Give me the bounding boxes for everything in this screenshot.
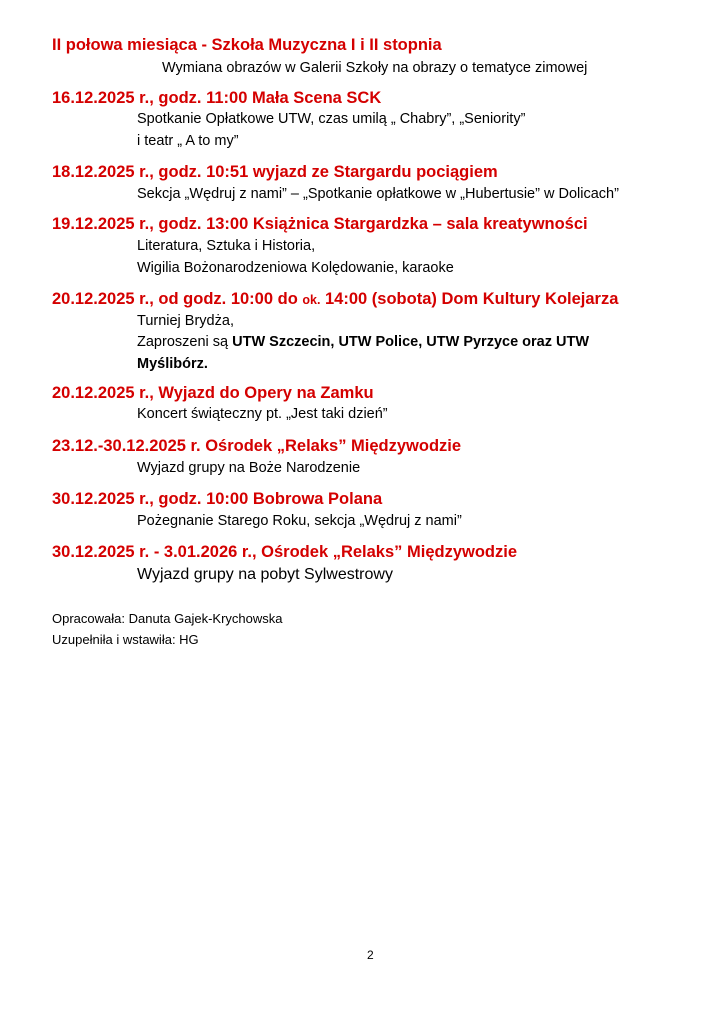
- event-heading: 30.12.2025 r., godz. 10:00 Bobrowa Polana: [52, 490, 383, 508]
- event-description: Wyjazd grupy na Boże Narodzenie: [137, 460, 361, 476]
- event-description: [137, 334, 589, 350]
- event-heading: 16.12.2025 r., godz. 11:00 Mała Scena SCK: [52, 89, 382, 107]
- event-heading: 23.12.-30.12.2025 r. Ośrodek „Relaks” Międzywodzie: [52, 437, 462, 455]
- event-heading-approx: ok.: [302, 293, 321, 307]
- event-description: Koncert świąteczny pt. „Jest taki dzień”: [137, 406, 388, 422]
- event-description-bold: Myślibórz.: [137, 356, 208, 372]
- section-title: II połowa miesiąca - Szkoła Muzyczna I i II stopnia: [52, 36, 442, 54]
- event-heading: [52, 290, 618, 309]
- event-heading: 30.12.2025 r. - 3.01.2026 r., Ośrodek „Relaks” Międzywodzie: [52, 543, 518, 561]
- event-heading: 18.12.2025 r., godz. 10:51 wyjazd ze Stargardu pociągiem: [52, 163, 498, 181]
- event-description-bold: UTW Szczecin, UTW Police, UTW Pyrzyce oraz UTW: [232, 334, 590, 350]
- event-description: Literatura, Sztuka i Historia,: [137, 238, 316, 254]
- event-heading: 19.12.2025 r., godz. 13:00 Książnica Stargardzka – sala kreatywności: [52, 215, 588, 233]
- event-description: Pożegnanie Starego Roku, sekcja „Wędruj z nami”: [137, 513, 462, 529]
- event-heading-part: 20.12.2025 r., od godz. 10:00 do: [52, 290, 303, 308]
- prepared-by: Opracowała: Danuta Gajek-Krychowska: [52, 611, 283, 626]
- completed-by: Uzupełniła i wstawiła: HG: [52, 632, 199, 647]
- event-description: Spotkanie Opłatkowe UTW, czas umilą „ Chabry”, „Seniority”: [137, 111, 526, 127]
- section-subtitle: Wymiana obrazów w Galerii Szkoły na obrazy o tematyce zimowej: [162, 60, 588, 76]
- event-description-plain: Zaproszeni są: [137, 334, 233, 350]
- page-number: 2: [367, 948, 374, 962]
- event-description: i teatr „ A to my”: [137, 133, 239, 149]
- event-description: Turniej Brydża,: [137, 313, 234, 329]
- event-description: Sekcja „Wędruj z nami” – „Spotkanie opłatkowe w „Hubertusie” w Dolicach”: [137, 186, 619, 202]
- event-heading: 20.12.2025 r., Wyjazd do Opery na Zamku: [52, 384, 374, 402]
- event-heading-part: 14:00 (sobota) Dom Kultury Kolejarza: [320, 290, 619, 308]
- event-description: Wigilia Bożonarodzeniowa Kolędowanie, karaoke: [137, 260, 454, 276]
- event-description: Wyjazd grupy na pobyt Sylwestrowy: [137, 566, 393, 583]
